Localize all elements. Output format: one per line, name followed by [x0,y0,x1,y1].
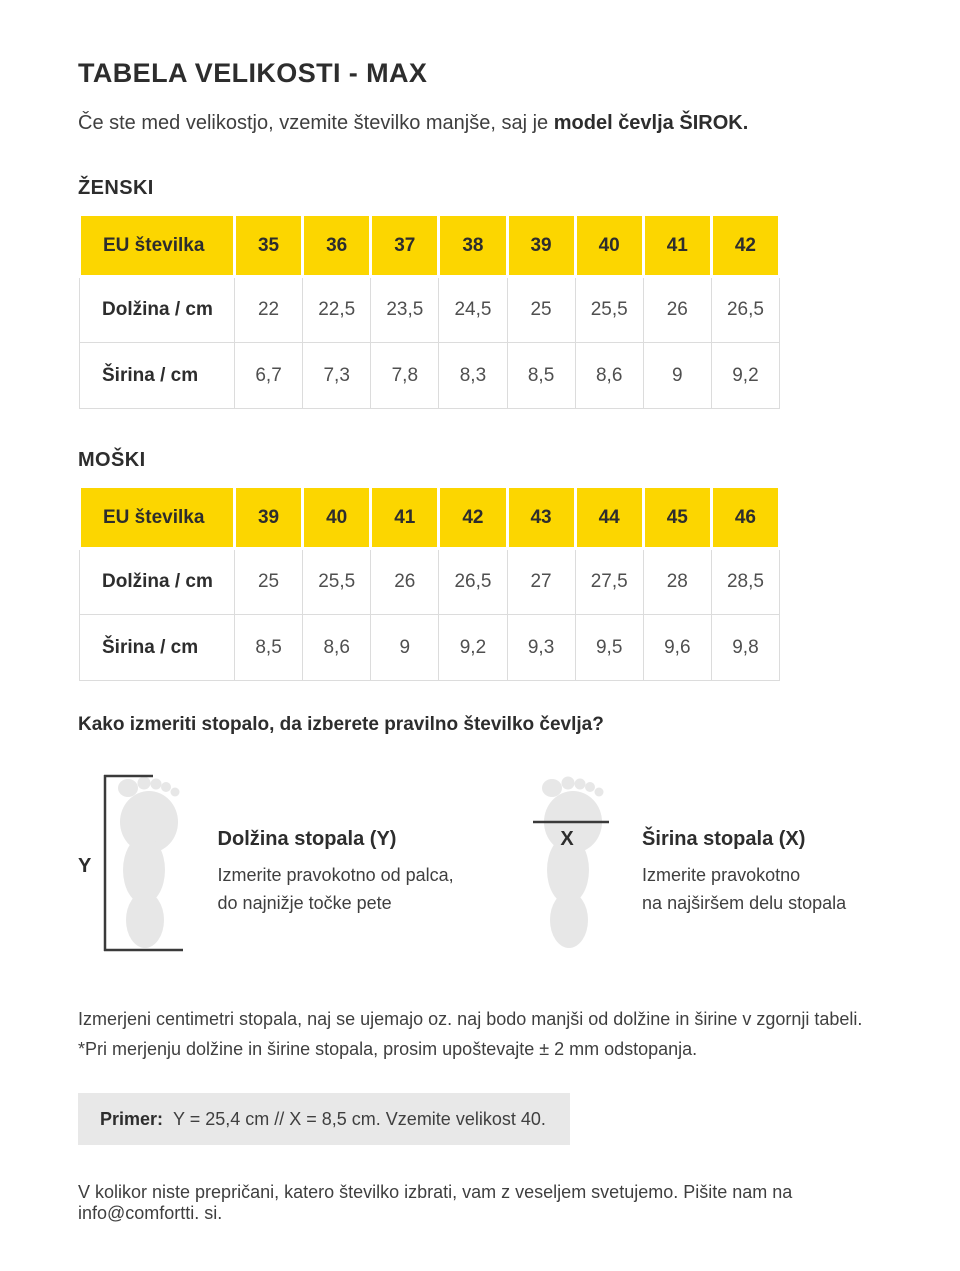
women-width-label: Širina / cm [80,343,235,409]
subtitle-text: Če ste med velikostjo, vzemite številko manjše, saj je [78,112,554,134]
men-size-cell: 39 [235,487,303,549]
women-size-cell: 42 [711,215,779,277]
women-size-cell: 38 [439,215,507,277]
women-width-cell: 8,3 [439,343,507,409]
measurement-notes [78,1004,890,1064]
men-width-row [80,615,780,681]
men-size-cell: 45 [643,487,711,549]
men-size-cell: 42 [439,487,507,549]
women-size-cell: 37 [371,215,439,277]
men-header-row [80,487,780,549]
women-width-cell: 7,8 [371,343,439,409]
women-length-cell: 22 [235,277,303,343]
women-header-row [80,215,780,277]
women-width-cell: 7,3 [303,343,371,409]
women-length-cell: 25,5 [575,277,643,343]
men-length-cell: 25 [235,549,303,615]
subtitle [78,109,890,137]
men-width-cell: 8,6 [303,615,371,681]
men-width-label: Širina / cm [80,615,235,681]
width-line2: na najširšem delu stopala [642,893,847,913]
women-length-cell: 24,5 [439,277,507,343]
men-width-cell: 9,3 [507,615,575,681]
example-text: Y = 25,4 cm // X = 8,5 cm. Vzemite velikost 40. [173,1108,546,1129]
width-line1: Izmerite pravokotno [642,865,801,885]
women-width-cell: 9 [643,343,711,409]
length-title: Dolžina stopala (Y) [217,828,397,850]
men-width-cell: 9,2 [439,615,507,681]
men-size-cell: 43 [507,487,575,549]
note-line2: *Pri merjenju dolžine in širine stopala, prosim upoštevajte ± 2 mm odstopanja. [78,1039,698,1059]
foot-width-figure [531,772,616,954]
men-length-cell: 26,5 [439,549,507,615]
men-width-cell: 9 [371,615,439,681]
women-size-cell: 36 [303,215,371,277]
measure-heading: Kako izmeriti stopalo, da izberete pravilno številko čevlja? [78,714,604,735]
size-table-men [78,485,781,681]
section-label-women: ŽENSKI [78,177,154,199]
women-size-cell: 40 [575,215,643,277]
women-length-cell: 23,5 [371,277,439,343]
men-length-label: Dolžina / cm [80,549,235,615]
men-length-row [80,549,780,615]
women-length-row [80,277,780,343]
men-length-cell: 27,5 [575,549,643,615]
length-instructions [218,772,494,917]
note-line1: Izmerjeni centimetri stopala, naj se ujemajo oz. naj bodo manjši od dolžine in širine v zgornji tabeli. [78,1009,863,1029]
women-size-cell: 41 [643,215,711,277]
women-width-cell: 8,6 [575,343,643,409]
width-title: Širina stopala (X) [642,828,806,850]
women-width-row [80,343,780,409]
women-length-cell: 22,5 [303,277,371,343]
men-size-cell: 44 [575,487,643,549]
men-width-cell: 9,5 [575,615,643,681]
subtitle-bold-text: model čevlja ŠIROK. [553,112,749,134]
size-table-women [78,213,781,409]
men-width-cell: 8,5 [235,615,303,681]
men-size-cell: 41 [371,487,439,549]
foot-length-figure [101,772,186,954]
men-length-cell: 27 [507,549,575,615]
women-length-label: Dolžina / cm [80,277,235,343]
women-width-cell: 6,7 [235,343,303,409]
men-length-cell: 28,5 [711,549,779,615]
men-length-cell: 25,5 [303,549,371,615]
men-size-cell: 40 [303,487,371,549]
women-length-cell: 26,5 [711,277,779,343]
y-axis-label: Y [78,854,92,877]
length-line1: Izmerite pravokotno od palca, [217,865,454,885]
width-instructions [642,772,890,917]
example-box [78,1093,570,1145]
women-width-cell: 9,2 [711,343,779,409]
women-length-cell: 25 [507,277,575,343]
men-header-label: EU številka [80,487,235,549]
men-size-cell: 46 [711,487,779,549]
length-line2: do najnižje točke pete [217,893,392,913]
men-width-cell: 9,6 [643,615,711,681]
section-label-men: MOŠKI [78,449,146,471]
page-title: TABELA VELIKOSTI - MAX [78,58,428,88]
men-length-cell: 26 [371,549,439,615]
men-length-cell: 28 [643,549,711,615]
example-label: Primer: [100,1108,164,1129]
women-header-label: EU številka [80,215,235,277]
measure-diagrams [78,772,890,960]
women-length-cell: 26 [643,277,711,343]
women-width-cell: 8,5 [507,343,575,409]
x-axis-label: X [560,828,574,850]
foot-length-icon [101,772,186,954]
foot-width-icon [531,772,616,954]
footer-contact-note: V kolikor niste prepričani, katero številko izbrati, vam z veseljem svetujemo. Pišite nam na info@comfortti. si. [78,1182,793,1223]
women-size-cell: 35 [235,215,303,277]
women-size-cell: 39 [507,215,575,277]
men-width-cell: 9,8 [711,615,779,681]
